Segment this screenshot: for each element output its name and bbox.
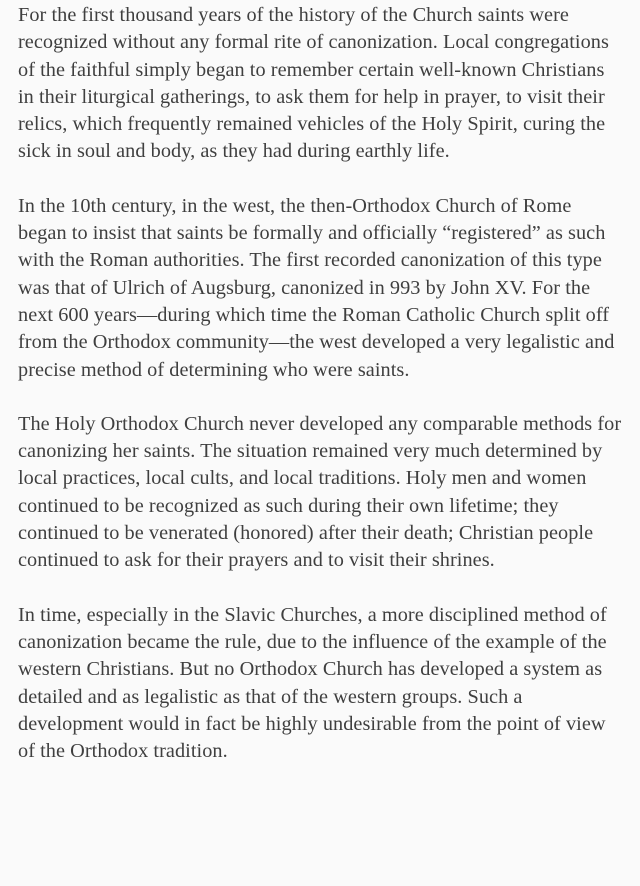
paragraph-early-church: For the first thousand years of the history of the Church saints were recognized without any formal rite of canonization. Local congregations of the faithful simply began to remember certain well-known Christians in their liturgical gatherings, to ask them for help in prayer, to visit their relics, which frequently remained vehicles of the Holy Spirit, curing the sick in soul and body, as they had during earthly life. <box>18 4 609 163</box>
paragraph-tenth-century: In the 10th century, in the west, the then-Orthodox Church of Rome began to insist that saints be formally and officially “registered” as such with the Roman authorities. The first recorded canonization of this type was that of Ulrich of Augsburg, canonized in 993 by John XV. For the next 600 years—during which time the Roman Catholic Church split off from the Orthodox community—the west developed a very legalistic and precise method of determining who were saints. <box>18 194 615 381</box>
article-body <box>0 2 640 765</box>
paragraph-slavic-churches: In time, especially in the Slavic Churches, a more disciplined method of canonization became the rule, due to the influence of the example of the western Christians. But no Orthodox Church has developed a system as detailed and as legalistic as that of the western groups. Such a development would in fact be highly undesirable from the point of view of the Orthodox tradition. <box>18 603 607 763</box>
paragraph-orthodox-methods: The Holy Orthodox Church never developed any comparable methods for canonizing her saints. The situation remained very much determined by local practices, local cults, and local traditions. Holy men and women continued to be recognized as such during their own lifetime; they continued to be venerated (honored) after their death; Christian people continued to ask for their prayers and to visit their shrines. <box>18 412 622 572</box>
